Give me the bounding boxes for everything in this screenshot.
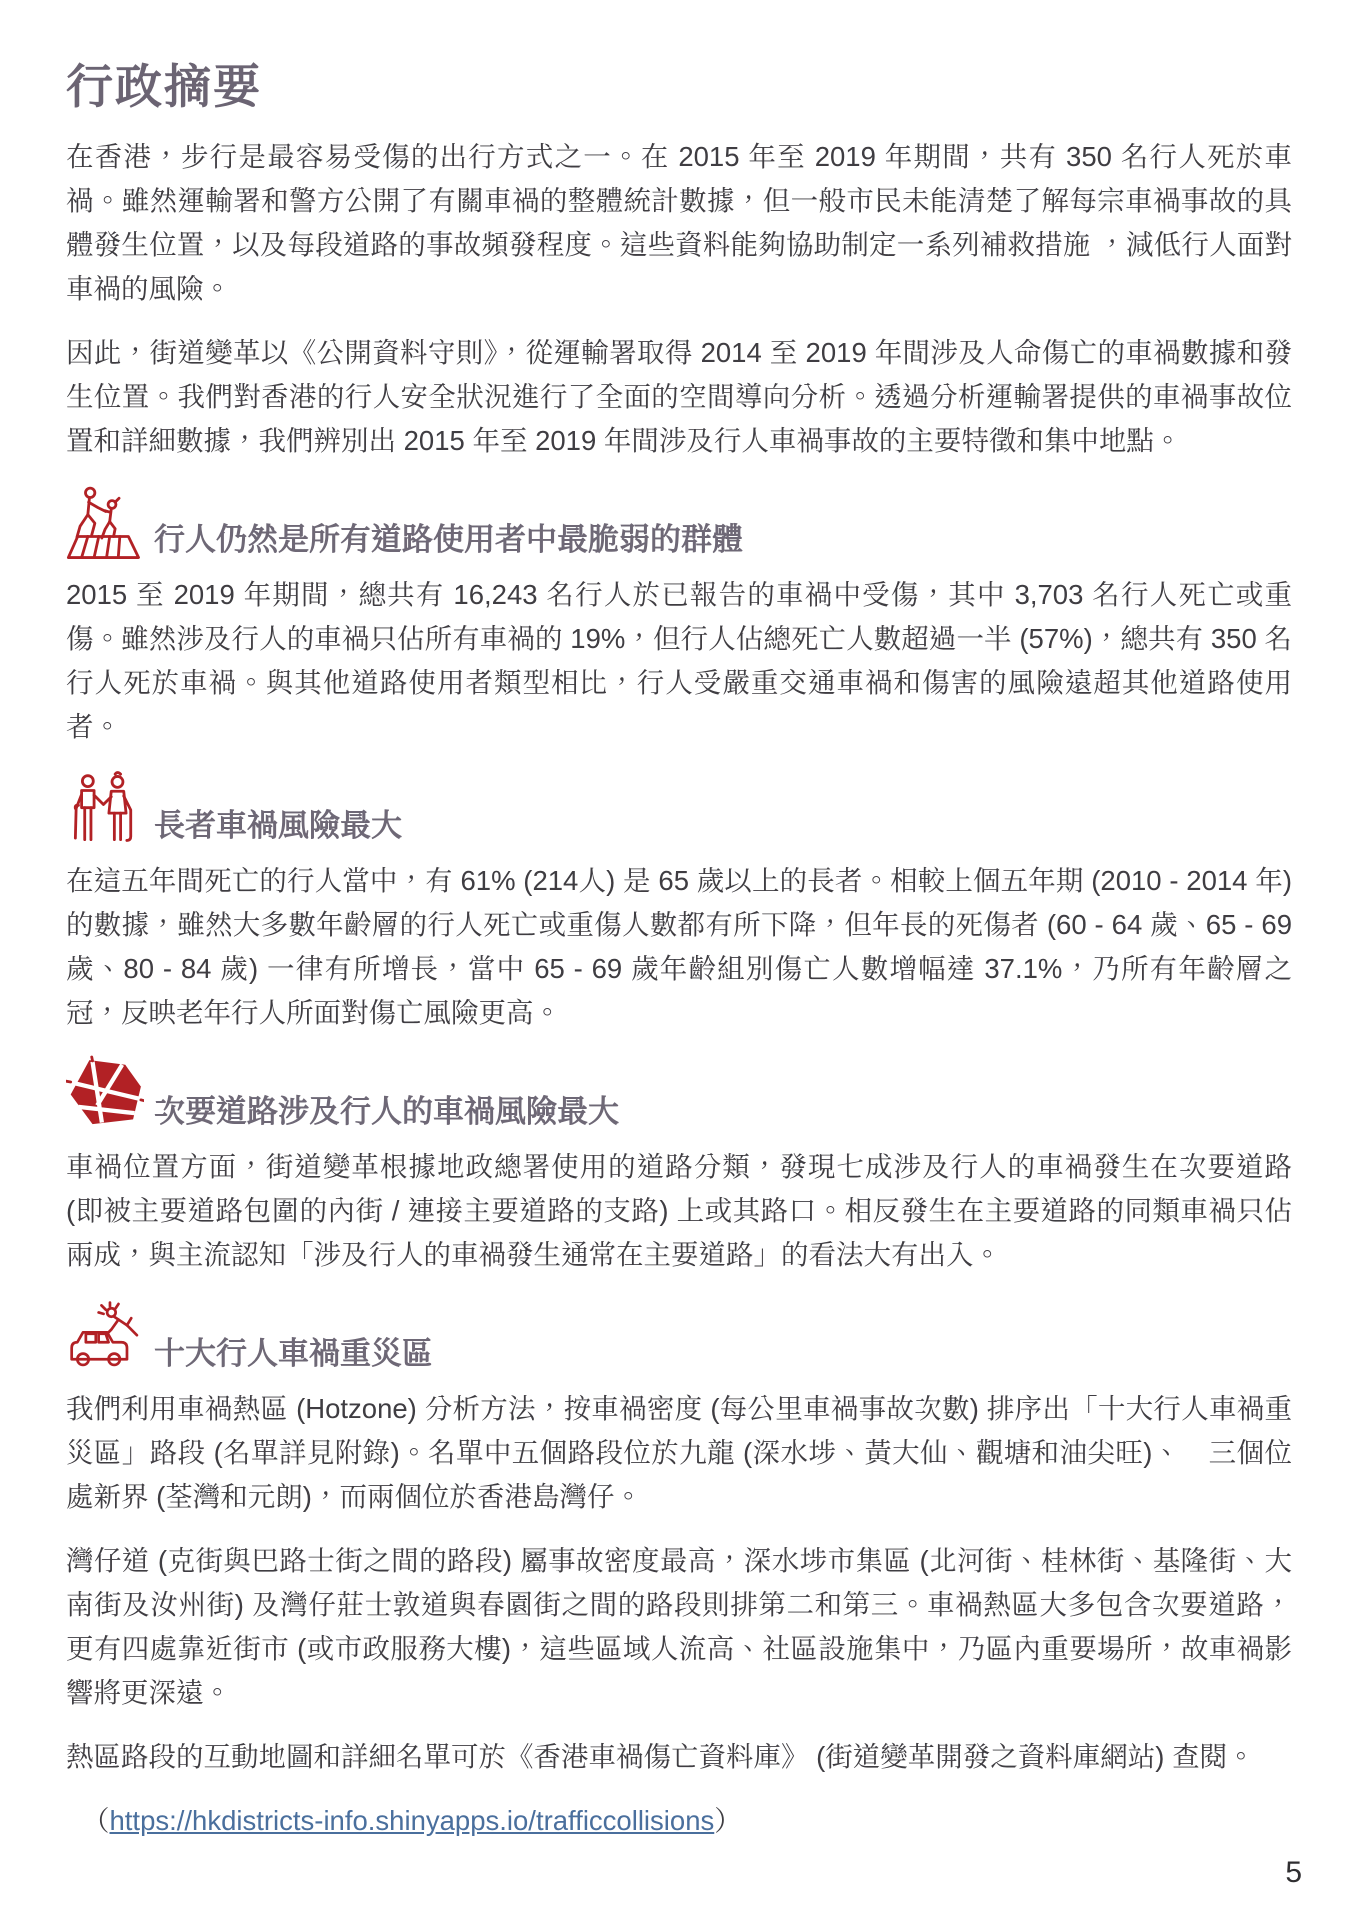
link-open-paren: （: [82, 1805, 110, 1836]
intro-paragraph-1: 在香港，步行是最容易受傷的出行方式之一。在 2015 年至 2019 年期間，共有 350 名行人死於車禍。雖然運輸署和警方公開了有關車禍的整體統計數據，但一般市民未能清楚了解每宗車禍事故的具體發生位置，以及每段道路的事故頻發程度。這些資料能夠協助制定一系列補救措施 ，減低行人面對車禍的風險。: [66, 141, 1292, 304]
section-top-ten-hotzones: [66, 1297, 1292, 1715]
section-paragraph: 灣仔道 (克街與巴路士街之間的路段) 屬事故密度最高，深水埗市集區 (北河街、桂林街、基隆街、大南街及汝州街) 及灣仔莊士敦道與春園街之間的路段則排第二和第三。車禍熱區大多包含次要道路，更有四處靠近街市 (或市政服務大樓)，這些區域人流高、社區設施集中，乃區內重要場所，故車禍影響將更深遠。: [66, 1545, 1292, 1708]
section-heading-row: [66, 1297, 1292, 1379]
section-pedestrians-vulnerable: [66, 483, 1292, 749]
section-heading-row: [66, 1055, 1292, 1137]
car-pedestrian-collision-icon: [66, 1297, 144, 1379]
section-secondary-roads: [66, 1055, 1292, 1277]
section-heading-row: [66, 483, 1292, 565]
section-heading: 十大行人車禍重災區: [154, 1336, 433, 1371]
road-map-icon: [66, 1055, 144, 1137]
section-paragraph: 在這五年間死亡的行人當中，有 61% (214人) 是 65 歲以上的長者。相較上個五年期 (2010 - 2014 年) 的數據，雖然大多數年齡層的行人死亡或重傷人數都有所下降，但年長的死傷者 (60 - 64 歲、65 - 69 歲、80 - 84 歲) 一律有所增長，當中 65 - 69 歲年齡組別傷亡人數增幅達 37.1%，乃所有年齡層之冠，反映老年行人所面對傷亡風險更高。: [66, 865, 1292, 1028]
page-title: 行政摘要: [66, 60, 262, 113]
section-paragraph: 車禍位置方面，街道變革根據地政總署使用的道路分類，發現七成涉及行人的車禍發生在次要道路 (即被主要道路包圍的內街 / 連接主要道路的支路) 上或其路口。相反發生在主要道路的同類車禍只佔兩成，與主流認知「涉及行人的車禍發生通常在主要道路」的看法大有出入。: [66, 1151, 1292, 1270]
section-heading: 行人仍然是所有道路使用者中最脆弱的群體: [154, 522, 743, 557]
link-close-paren: ）: [714, 1805, 742, 1836]
section-heading: 次要道路涉及行人的車禍風險最大: [154, 1094, 619, 1129]
intro-paragraph-2: 因此，街道變革以《公開資料守則》，從運輸署取得 2014 至 2019 年間涉及人命傷亡的車禍數據和發生位置。我們對香港的行人安全狀況進行了全面的空間導向分析。透過分析運輸署提供的車禍事故位置和詳細數據，我們辨別出 2015 年至 2019 年間涉及行人車禍事故的主要特徵和集中地點。: [66, 337, 1292, 456]
database-link[interactable]: https://hkdistricts-info.shinyapps.io/trafficcollisions: [109, 1805, 715, 1836]
footer-note: 熱區路段的互動地圖和詳細名單可於《香港車禍傷亡資料庫》 (街道變革開發之資料庫網站) 查閱。: [66, 1741, 1255, 1772]
footer-link-line: [66, 1799, 1292, 1843]
section-heading: 長者車禍風險最大: [154, 808, 402, 843]
section-heading-row: [66, 769, 1292, 851]
section-paragraph: 我們利用車禍熱區 (Hotzone) 分析方法，按車禍密度 (每公里車禍事故次數) 排序出「十大行人車禍重災區」路段 (名單詳見附錄)。名單中五個路段位於九龍 (深水埗、黃大仙、觀塘和油尖旺)、 三個位處新界 (荃灣和元朗)，而兩個位於香港島灣仔。: [66, 1393, 1292, 1512]
elderly-couple-icon: [66, 769, 144, 851]
page-number: 5: [1285, 1856, 1302, 1889]
crosswalk-pedestrians-icon: [66, 483, 144, 565]
section-paragraph: 2015 至 2019 年期間，總共有 16,243 名行人於已報告的車禍中受傷，其中 3,703 名行人死亡或重傷。雖然涉及行人的車禍只佔所有車禍的 19%，但行人佔總死亡人數超過一半 (57%)，總共有 350 名行人死於車禍。與其他道路使用者類型相比，行人受嚴重交通車禍和傷害的風險遠超其他道路使用者。: [66, 579, 1292, 742]
section-elderly-risk: [66, 769, 1292, 1035]
